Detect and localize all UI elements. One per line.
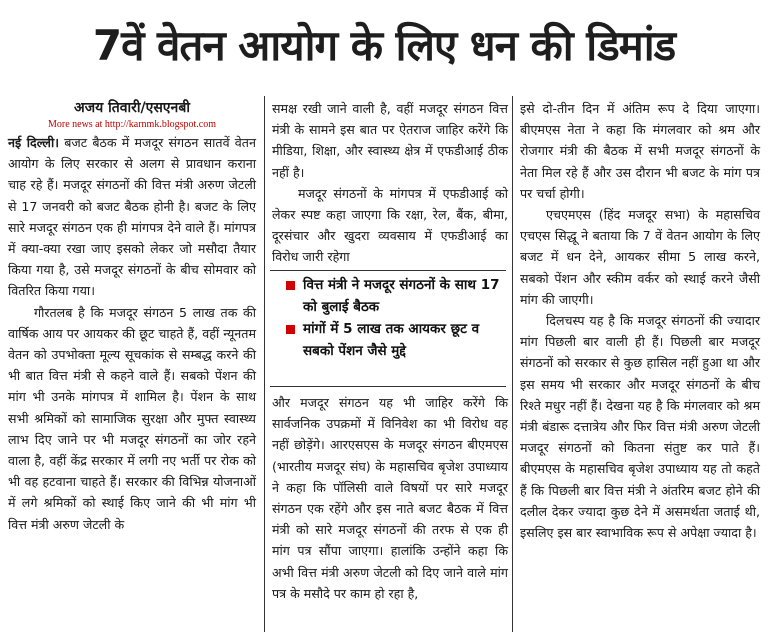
highlight-top-rule	[270, 270, 506, 271]
article-paragraph: मजदूर संगठनों के मांगपत्र में एफडीआई को लेकर स्पष्ट कहा जाएगा कि रक्षा, रेल, बैंक, बीमा, दूरसंचार और खुदरा व्यवसाय में एफडीआई का विरोध जारी रहेगा	[272, 185, 508, 265]
article-paragraph: और मजदूर संगठन यह भी जाहिर करेंगे कि सार्वजनिक उपक्रमों में विनिवेश का भी विरोध वह नहीं छोड़ेंगे। आरएसएस के मजदूर संगठन बीएमएस (भारतीय मजदूर संघ) के महासचिव बृजेश उपाध्याय ने कहा कि पॉलिसी वाले विषयों पर सारे मजदूर संगठन एक रहेंगे और इस नाते बजट बैठक में वित्त मंत्री को सारे मजदूर संगठनों की तरफ से एक ही मांग पत्र सौंपा जाएगा। हालांकि उन्होंने कहा कि अभी वित्त मंत्री अरुण जेटली को दिए जाने वाले मांग पत्र के मसौदे पर काम हो रहा है,	[272, 395, 508, 601]
column-divider-right	[512, 96, 513, 632]
column-3	[520, 98, 760, 543]
article-headline: 7वें वेतन आयोग के लिए धन की डिमांड	[92, 21, 676, 70]
article-paragraph: गौरतलब है कि मजदूर संगठन 5 लाख तक की वार्षिक आय पर आयकर की छूट चाहते हैं, वहीं न्यूनतम वेतन को उपभोक्ता मूल्य सूचकांक से सम्बद्ध करने की भी बात वित्त मंत्री से कहने वाले हैं। सबको पेंशन की मांग भी उनके मांगपत्र में शामिल है। पेंशन के साथ सभी श्रमिकों को सामाजिक सुरक्षा और मुफ्त स्वास्थ्य लाभ दिए जाने पर भी मजदूर संगठनों का जोर रहने वाला है, वहीं केंद्र सरकार में लगी नए भर्ती पर रोक को भी वह हटवाना चाहते हैं। सरकार की विभिन्न योजनाओं में लगे श्रमिकों को स्थाई किए जाने की भी मांग भी वित्त मंत्री अरुण जेटली के	[8, 304, 256, 532]
article-paragraph: नई दिल्ली। बजट बैठक में मजदूर संगठन सातवें वेतन आयोग के लिए सरकार से अलग से प्रावधान कराना चाह रहे हैं। मजदूर संगठनों की वित्त मंत्री अरुण जेटली से 17 जनवरी को बजट बैठक होनी है। बजट के लिए सारे मजदूर संगठन एक ही मांगपत्र देने वाले हैं। मांगपत्र में क्या-क्या रखा जाए इसको लेकर जो मसौदा तैयार किया गया है, उसे मजदूर संगठनों के बीच सोमवार को वितरित किया गया।	[8, 135, 256, 299]
highlight-item: मांगों में 5 लाख तक आयकर छूट व सबको पेंशन जैसे मुद्दे	[280, 318, 508, 362]
highlight-box	[280, 274, 508, 362]
column-2-bottom	[272, 392, 508, 604]
column-2-top	[272, 98, 508, 268]
byline: अजय तिवारी/एसएनबी	[74, 100, 190, 116]
article-paragraph: दिलचस्प यह है कि मजदूर संगठनों की ज्यादार मांग पिछली बार वाली ही हैं। पिछली बार मजदूर संगठनों को सरकार से कुछ हासिल नहीं हुआ था और इस समय भी सरकार और मजदूर संगठनों के बीच रिश्ते मधुर नहीं हैं। देखना यह है कि मंगलवार को श्रम मंत्री बंडारू दत्तात्रेय और फिर वित्त मंत्री अरुण जेटली मजदूर संगठनों को कितना संतुष्ट कर पाते हैं। बीएमएस के महासचिव बृजेश उपाध्याय यह तो कहते हैं कि पिछली बार वित्त मंत्री ने अंतरिम बजट होने की दलील देकर ज्यादा कुछ देने में असमर्थता जताई थी, इसलिए इस बार स्वाभाविक रूप से अपेक्षा ज्यादा है।	[520, 313, 760, 541]
article-paragraph: इसे दो-तीन दिन में अंतिम रूप दे दिया जाएगा। बीएमएस नेता ने कहा कि मंगलवार को श्रम और रोजगार मंत्री की बैठक में सभी मजदूर संगठनों के नेता मिल रहे हैं और उस दौरान भी बजट के मांग पत्र पर चर्चा होगी।	[520, 101, 760, 201]
highlight-bottom-rule	[270, 386, 506, 387]
red-square-bullet-icon	[286, 281, 295, 290]
dateline: नई दिल्ली।	[8, 135, 59, 150]
article-paragraph: एचएमएस (हिंद मजदूर सभा) के महासचिव एचएस सिद्धू ने बताया कि 7 वें वेतन आयोग के लिए बजट में धन देने, आयकर सीमा 5 लाख करने, सबको पेंशन और स्कीम वर्कर को स्थाई करने जैसी मांग की जाएगी।	[520, 207, 760, 307]
column-divider-left	[264, 96, 265, 632]
highlight-item: वित्त मंत्री ने मजदूर संगठनों के साथ 17 को बुलाई बैठक	[280, 274, 508, 318]
column-1	[8, 98, 256, 535]
red-square-bullet-icon	[286, 325, 295, 334]
article-paragraph: समक्ष रखी जाने वाली है, वहीं मजदूर संगठन वित्त मंत्री के सामने इस बात पर ऐतराज जाहिर करेंगे कि मीडिया, शिक्षा, और स्वास्थ्य क्षेत्र में एफडीआई ठीक नहीं है।	[272, 101, 508, 180]
more-news-link[interactable]: More news at http://karnmk.blogspot.com	[47, 119, 217, 130]
